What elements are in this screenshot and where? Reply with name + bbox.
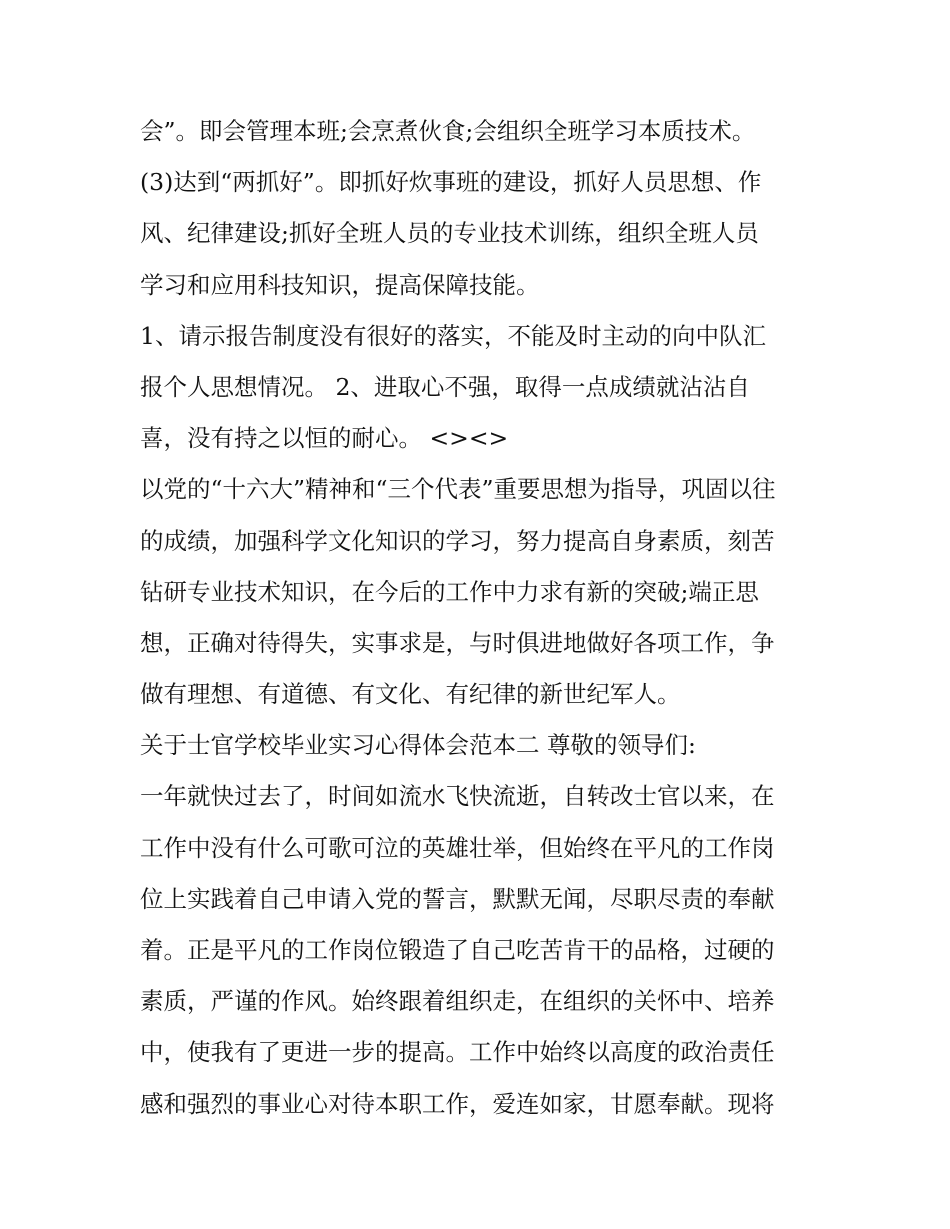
- text-line: 钻研专业技术知识，在今后的工作中力求有新的突破;端正思: [140, 577, 759, 606]
- text-line: 素质，严谨的作风。始终跟着组织走，在组织的关怀中、培养: [140, 987, 775, 1016]
- document-body: [140, 106, 820, 1130]
- text-line: 学习和应用科技知识，提高保障技能。: [140, 270, 540, 299]
- text-line: 想，正确对待得失，实事求是，与时俱进地做好各项工作，争: [140, 628, 775, 657]
- text-line: 中，使我有了更进一步的提高。工作中始终以高度的政治责任: [140, 1038, 775, 1067]
- text-line: 着。正是平凡的工作岗位锻造了自己吃苦肯干的品格，过硬的: [140, 936, 775, 964]
- text-line: 以党的“十六大”精神和“三个代表”重要思想为指导，巩固以往: [140, 475, 776, 504]
- text-line: 感和强烈的事业心对待本职工作，爱连如家，甘愿奉献。现将: [140, 1089, 775, 1118]
- text-line: 喜，没有持之以恒的耐心。 <><>: [140, 424, 509, 453]
- text-line: 报个人思想情况。 2、进取心不强，取得一点成绩就沾沾自: [140, 372, 750, 401]
- text-line: (3)达到“两抓好”。即抓好炊事班的建设，抓好人员思想、作: [140, 168, 762, 197]
- text-line: 关于士官学校毕业实习心得体会范本二 尊敬的领导们:: [140, 731, 696, 760]
- text-line: 工作中没有什么可歌可泣的英雄壮举，但始终在平凡的工作岗: [140, 833, 775, 862]
- text-line: 做有理想、有道德、有文化、有纪律的新世纪军人。: [140, 680, 681, 709]
- text-line: 风、纪律建设;抓好全班人员的专业技术训练，组织全班人员: [140, 219, 759, 248]
- text-line: 会”。即会管理本班;会烹煮伙食;会组织全班学习本质技术。: [140, 117, 756, 145]
- text-line: 的成绩，加强科学文化知识的学习，努力提高自身素质，刻苦: [140, 526, 775, 555]
- text-line: 1、请示报告制度没有很好的落实，不能及时主动的向中队汇: [140, 321, 766, 350]
- text-line: 一年就快过去了，时间如流水飞快流逝，自转改士官以来，在: [140, 782, 775, 811]
- text-line: 位上实践着自己申请入党的誓言，默默无闻，尽职尽责的奉献: [140, 884, 775, 913]
